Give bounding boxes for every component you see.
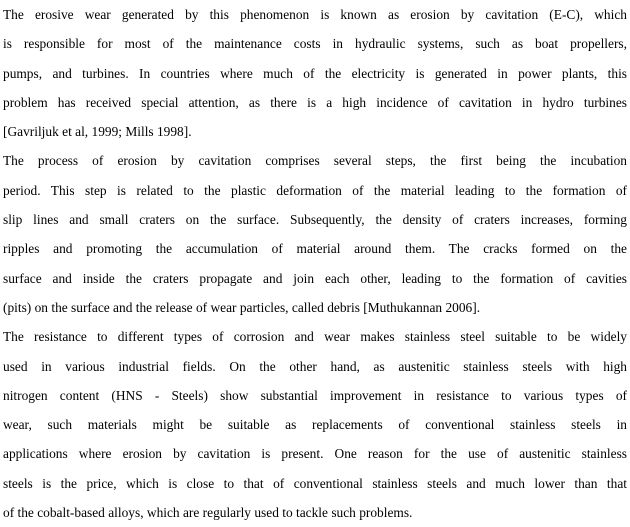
text-line: pumps, and turbines. In countries where much of the electricity is generated in power plants, this (3, 65, 627, 81)
text-line: slip lines and small craters on the surface. Subsequently, the density of craters increases, forming (3, 212, 627, 228)
text-line: ripples and promoting the accumulation of material around them. The cracks formed on the (3, 241, 627, 257)
text-line: period. This step is related to the plastic deformation of the material leading to the formation of (3, 182, 627, 198)
text-line: wear, such materials might be suitable as replacements of conventional stainless steels in (3, 417, 627, 433)
text-line: The erosive wear generated by this phenomenon is known as erosion by cavitation (E-C), which (3, 7, 627, 22)
text-line: The process of erosion by cavitation comprises several steps, the first being the incubation (3, 153, 627, 169)
text-line: is responsible for most of the maintenance costs in hydraulic systems, such as boat propellers, (3, 36, 627, 52)
paragraph-erosion-process (3, 146, 627, 322)
text-line: The resistance to different types of corrosion and wear makes stainless steel suitable to be widely (3, 329, 627, 345)
text-line: applications where erosion by cavitation is present. One reason for the use of austenitic stainless (3, 446, 627, 462)
document-body (3, 0, 627, 527)
text-line: (pits) on the surface and the release of wear particles, called debris [Muthukannan 2006]. (3, 299, 481, 315)
text-line: surface and inside the craters propagate and join each other, leading to the formation of cavities (3, 270, 627, 286)
text-line: nitrogen content (HNS - Steels) show substantial improvement in resistance to various types of (3, 387, 627, 403)
text-line: of the cobalt-based alloys, which are regularly used to tackle such problems. (3, 505, 413, 521)
text-line: used in various industrial fields. On the other hand, as austenitic stainless steels with high (3, 358, 627, 374)
paragraph-stainless-steel-resistance (3, 322, 627, 527)
text-line: steels is the price, which is close to that of conventional stainless steels and much lower than that (3, 475, 627, 491)
paragraph-cavitation-erosion-intro (3, 0, 627, 146)
text-line: problem has received special attention, as there is a high incidence of cavitation in hydro turbines (3, 94, 627, 110)
text-line: [Gavriljuk et al, 1999; Mills 1998]. (3, 124, 192, 140)
